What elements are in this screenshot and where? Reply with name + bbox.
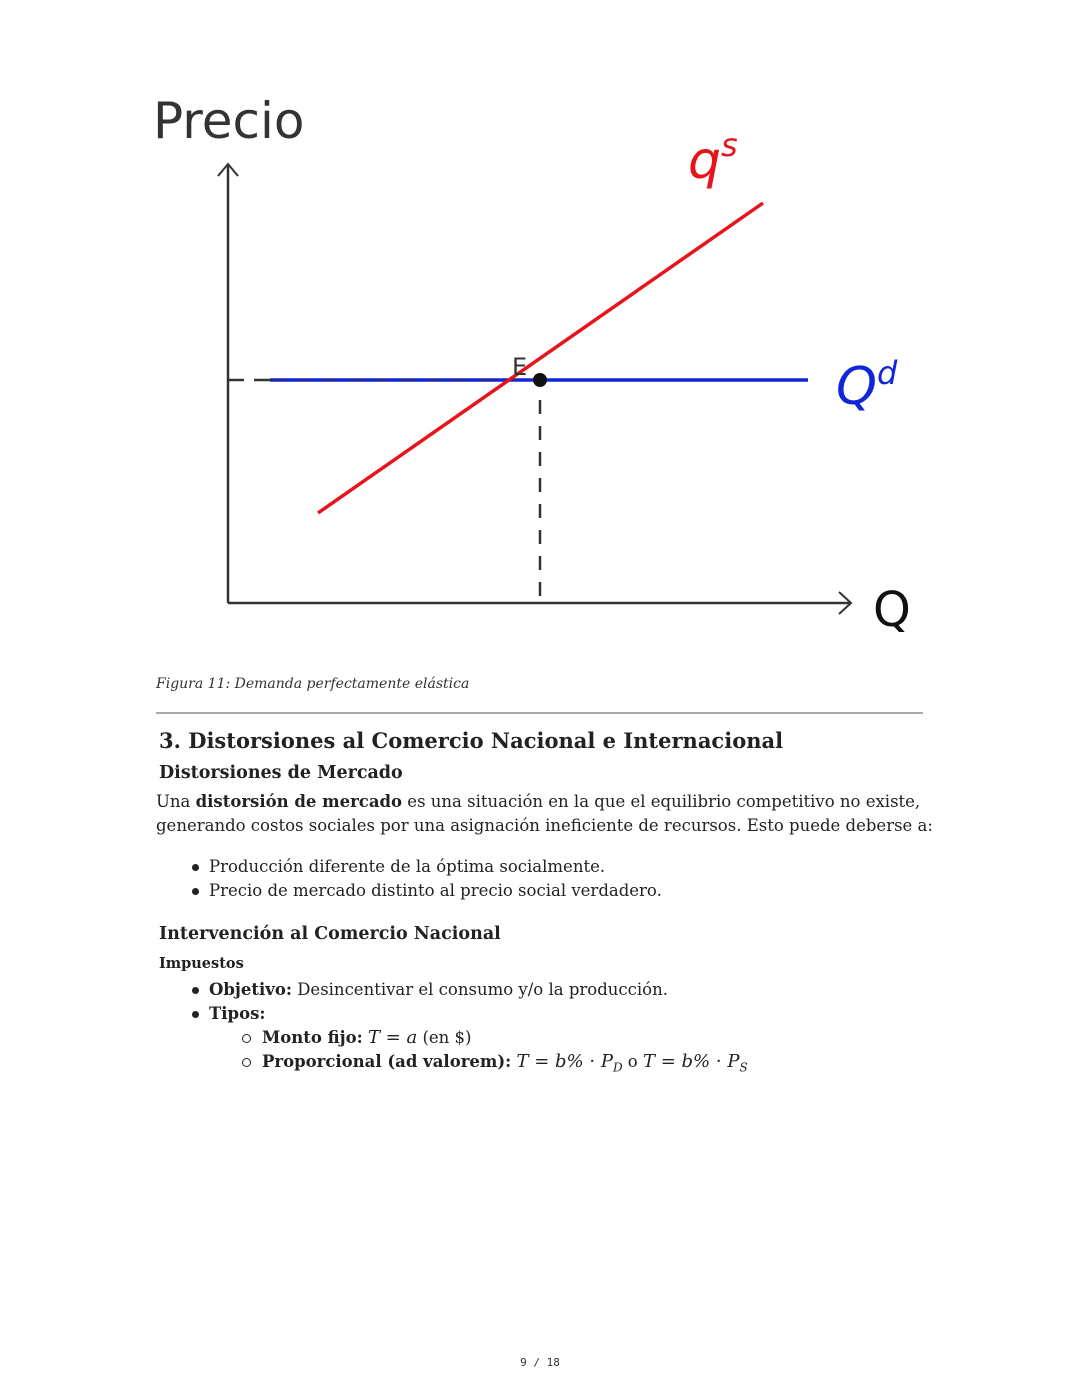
label: Tipos: [209, 1004, 266, 1023]
bullet-list [209, 978, 668, 1026]
label: Proporcional (ad valorem): [262, 1052, 512, 1071]
text: Desincentivar el consumo y/o la producción. [291, 980, 668, 999]
list-item [209, 1002, 668, 1026]
equilibrium-label: E [512, 353, 528, 381]
list-item [209, 978, 668, 1002]
y-axis-label: Precio [153, 92, 305, 150]
list-item: Precio de mercado distinto al precio social verdadero. [209, 879, 662, 903]
text: o [622, 1052, 643, 1071]
elastic-demand-diagram [0, 0, 1080, 670]
formula: $T = b\% \cdot P_D$ [516, 1051, 623, 1075]
bold-term: distorsión de mercado [195, 792, 403, 811]
bullet-list [209, 855, 662, 903]
equilibrium-point [533, 373, 547, 387]
list-item: Producción diferente de la óptima socialmente. [209, 855, 662, 879]
label: Monto fijo: [262, 1028, 363, 1047]
text: (en $) [417, 1028, 472, 1047]
section-title: 3. Distorsiones al Comercio Nacional e Internacional [159, 728, 784, 753]
supply-label: $q^s$ [688, 126, 738, 191]
list-item [262, 1050, 748, 1080]
figure-caption: Figura 11: Demanda perfectamente elástica [156, 676, 470, 692]
subsubsection-title: Impuestos [159, 955, 244, 972]
list-item [262, 1026, 748, 1050]
sub-bullet-list [262, 1026, 748, 1080]
subsection-title: Intervención al Comercio Nacional [159, 924, 501, 944]
formula: $T = b\% \cdot P_S$ [643, 1051, 748, 1075]
x-axis-label: Q [873, 582, 911, 638]
formula: T = a [367, 1027, 418, 1048]
paragraph [156, 790, 936, 838]
divider [156, 712, 923, 714]
subsection-title: Distorsiones de Mercado [159, 763, 403, 783]
text: Una [156, 792, 196, 811]
page-number: 9 / 18 [520, 1356, 560, 1369]
label: Objetivo: [209, 980, 292, 999]
text: es una situación en la que el equilibrio competitivo no existe, generando costos sociales por una asignación ineficiente de recursos. Esto puede deberse a: [156, 792, 933, 835]
supply-curve [318, 203, 763, 513]
demand-label: $Q^d$ [836, 354, 898, 417]
